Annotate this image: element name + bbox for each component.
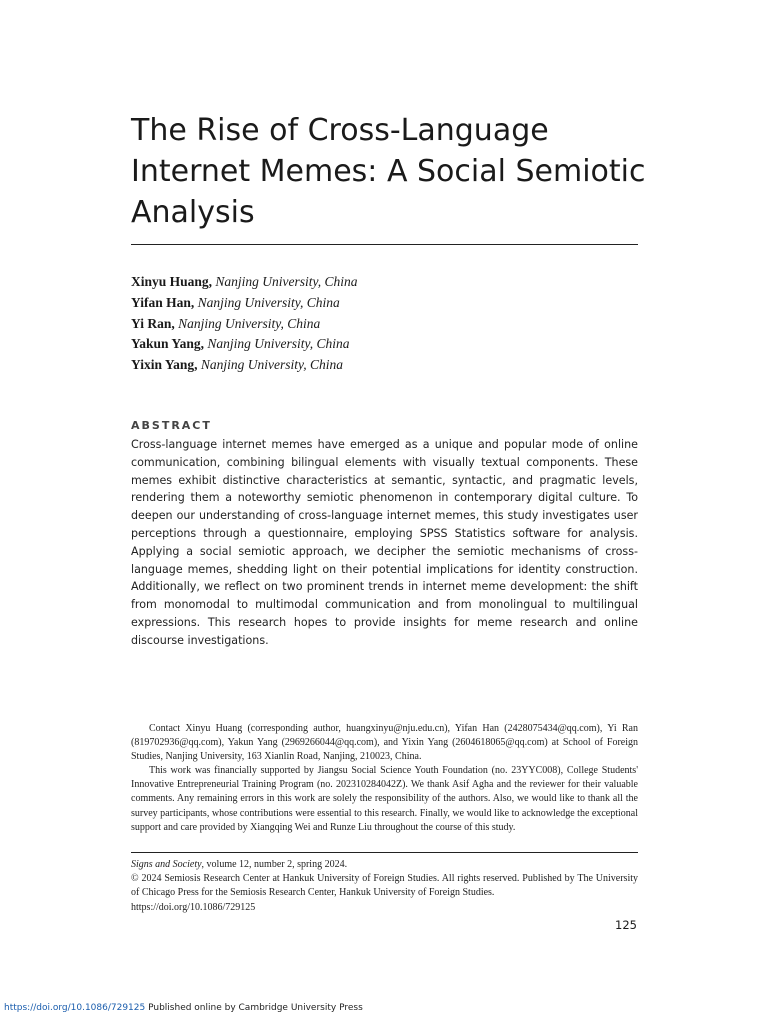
copyright-notice: © 2024 Semiosis Research Center at Hankuk University of Foreign Studies. All rights reserved. Published by The University of Chicago Press for the Semiosis Research Center, Hankuk University of Foreign Studies. — [131, 873, 638, 899]
author-affiliation: Nanjing University, China — [200, 357, 344, 373]
author-name: Yixin Yang, — [131, 357, 198, 373]
doi-link[interactable]: https://doi.org/10.1086/729125 — [4, 1003, 146, 1013]
author-affiliation: Nanjing University, China — [197, 294, 340, 310]
author-list — [131, 272, 638, 376]
funding-note: This work was financially supported by Jiangsu Social Science Youth Foundation (no. 23YYC008), College Students' Innovative Entrepreneurial Training Program (no. 202310284042Z). We thank Asif Agha and the reviewer for their valuable comments. Any remaining errors in this work are solely the responsibility of the authors. Also, we would like to thank all the survey participants, whose contributions were essential to this research. Finally, we would like to acknowledge the exceptional support and care provided by Xiangqing Wei and Runze Liu throughout the course of this study. — [131, 765, 638, 833]
author-entry — [131, 355, 638, 376]
journal-divider — [131, 852, 638, 853]
author-entry — [131, 293, 638, 314]
author-name: Xinyu Huang, — [131, 274, 213, 289]
author-name: Yi Ran, — [131, 315, 175, 331]
contact-note: Contact Xinyu Huang (corresponding author, huangxinyu@nju.edu.cn), Yifan Han (2428075434@qq.com), Yi Ran (819702936@qq.com), Yakun Yang (2969266044@qq.com), and Yixin Yang (2604618065@qq.com) at School of Foreign Studies, Nanjing University, 163 Xianlin Road, Nanjing, 210023, China. — [131, 723, 638, 763]
abstract-heading: ABSTRACT — [131, 419, 212, 432]
author-notes — [131, 722, 638, 835]
page-footer — [4, 1003, 363, 1013]
journal-volume: , volume 12, number 2, spring 2024. — [201, 859, 348, 870]
author-entry — [131, 314, 638, 335]
page-number: 125 — [615, 918, 637, 932]
author-name: Yakun Yang, — [131, 336, 205, 352]
author-entry — [131, 334, 638, 355]
journal-citation — [131, 858, 638, 872]
article-title: The Rise of Cross-Language Internet Memes: A Social Semiotic Analysis — [131, 113, 646, 230]
journal-name: Signs and Society — [131, 859, 202, 870]
author-affiliation: Nanjing University, China — [207, 336, 350, 352]
article-doi: https://doi.org/10.1086/729125 — [131, 901, 256, 913]
author-name: Yifan Han, — [131, 294, 195, 310]
author-affiliation: Nanjing University, China — [178, 315, 321, 331]
publisher-text: Published online by Cambridge University Press — [145, 1003, 363, 1013]
author-entry — [131, 272, 638, 293]
author-affiliation: Nanjing University, China — [215, 274, 358, 289]
journal-info — [131, 858, 638, 915]
title-divider — [131, 244, 638, 245]
abstract-text: Cross-language internet memes have emerged as a unique and popular mode of online communication, combining bilingual elements with visually textual components. These memes exhibit distinctive characteristics at semantic, syntactic, and pragmatic levels, rendering them a noteworthy semiotic phenomenon in contemporary digital culture. To deepen our understanding of cross-language internet memes, this study investigates user perceptions through a questionnaire, employing SPSS Statistics software for analysis. Applying a social semiotic approach, we decipher the semiotic mechanisms of cross-language memes, shedding light on their potential implications for identity construction. Additionally, we reflect on two prominent trends in internet meme development: the shift from monomodal to multimodal communication and from monolingual to multilingual expressions. This research hopes to provide insights for meme research and online discourse investigations. — [131, 438, 638, 647]
